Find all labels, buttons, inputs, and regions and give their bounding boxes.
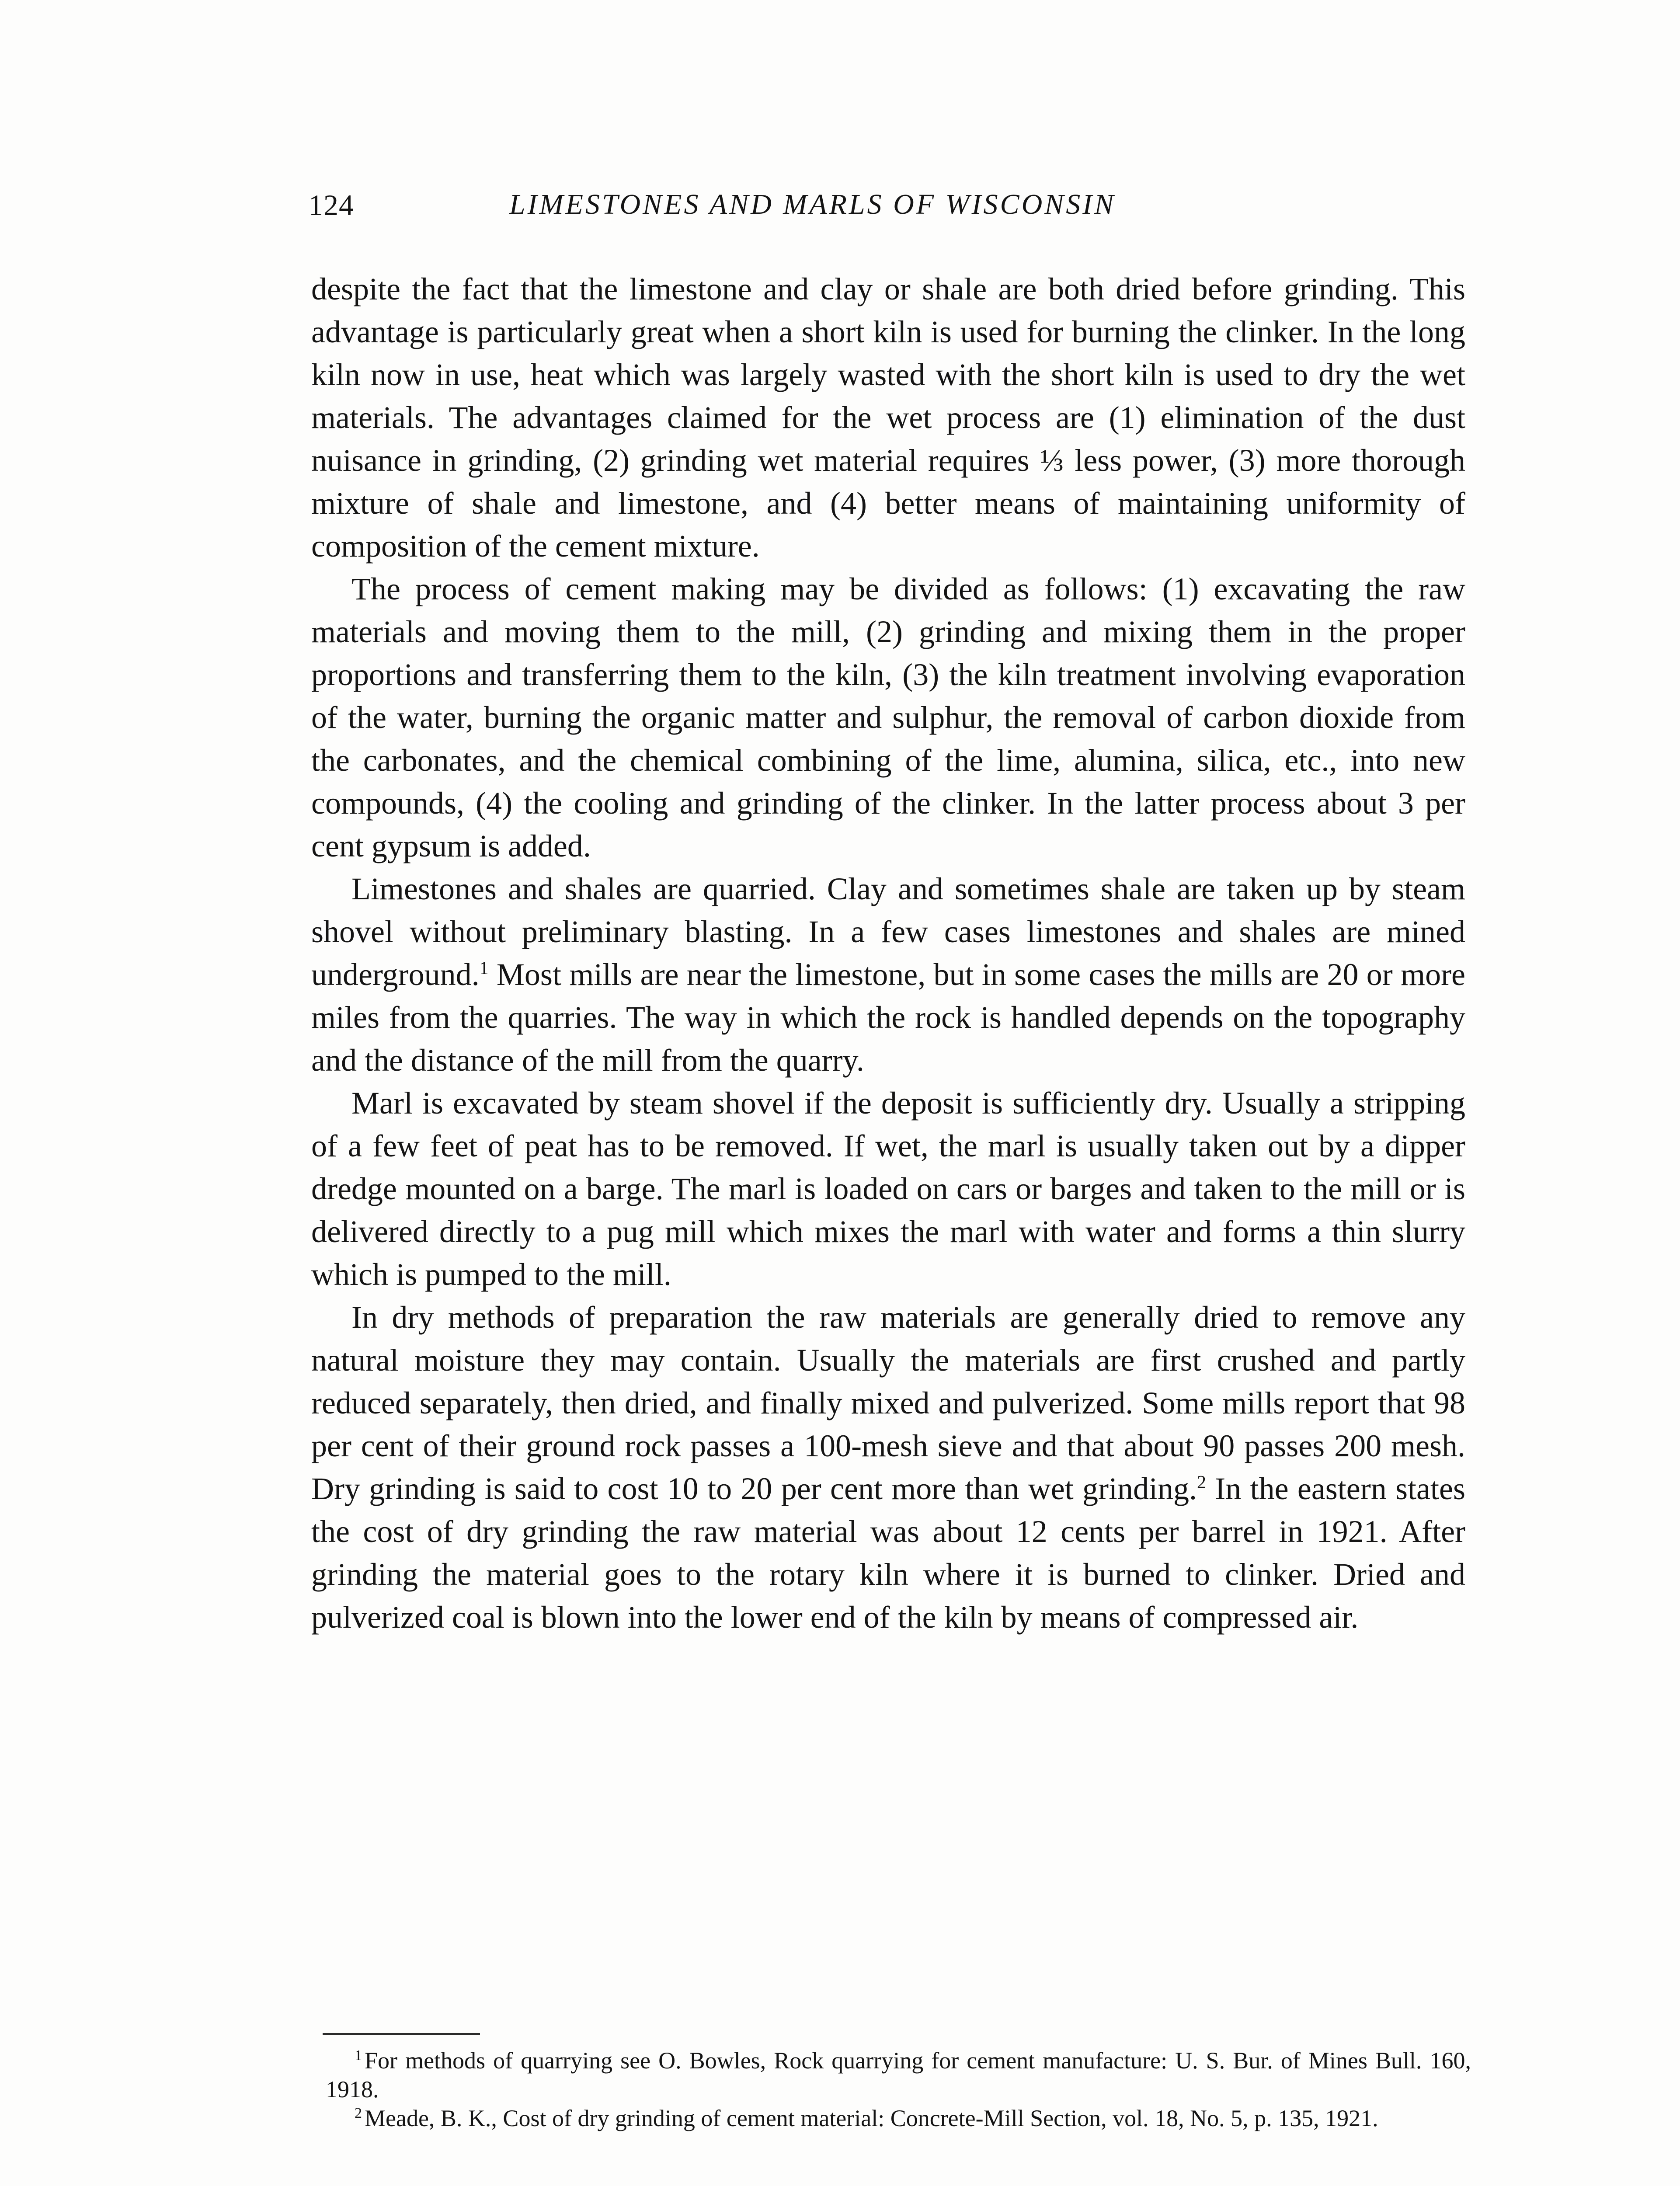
running-head: LIMESTONES AND MARLS OF WISCONSIN xyxy=(509,188,1116,220)
paragraph-text: Most mills are near the limestone, but in some cases the mills are 20 or more miles from the quarries. The way in which the rock is handled depends on the topography and the distance of the mill from the quarry. xyxy=(311,957,1465,1078)
paragraph: The process of cement making may be divided as follows: (1) excavating the raw materials and moving them to the mill, (2) grinding and mixing them in the proper proportions and transferring them to the kiln, (3) the kiln treatment involving evaporation of the water, burning the organic matter and sulphur, the removal of carbon dioxide from the carbonates, and the chemical combining of the lime, alumina, silica, etc., into new compounds, (4) the cooling and grinding of the clinker. In the latter process about 3 per cent gypsum is added. xyxy=(311,571,1465,863)
paragraph xyxy=(311,867,1465,1082)
footnote-text: Meade, B. K., Cost of dry grinding of cement material: Concrete-Mill Section, vol. 18, No. 5, p. 135, 1921. xyxy=(365,2105,1378,2131)
paragraph: despite the fact that the limestone and clay or shale are both dried before grinding. This advantage is particularly great when a short kiln is used for burning the clinker. In the long kiln now in use, heat which was largely wasted with the short kiln is used to dry the wet materials. The advantages claimed for the wet process are (1) elimination of the dust nuisance in grinding, (2) grinding wet material requires ⅓ less power, (3) more thorough mixture of shale and limestone, and (4) better means of maintaining uniformity of composition of the cement mixture. xyxy=(311,272,1465,564)
footnote-reference: 2 xyxy=(1197,1472,1206,1493)
footnote xyxy=(326,2046,1471,2104)
paragraph xyxy=(311,1296,1465,1639)
body-text xyxy=(311,268,1465,1639)
footnote xyxy=(326,2104,1471,2133)
footnote-mark: 2 xyxy=(355,2105,362,2121)
paragraph-text: In the eastern states the cost of dry grinding the raw material was about 12 cents per barrel in 1921. After grinding the material goes to the rotary kiln where it is burned to clinker. Dried and pulverized coal is blown into the lower end of the kiln by means of compressed air. xyxy=(311,1471,1465,1635)
page-header xyxy=(308,188,1471,240)
footnote-reference: 1 xyxy=(479,958,489,978)
footnotes xyxy=(326,2046,1471,2133)
page-number: 124 xyxy=(308,188,354,222)
footnote-divider xyxy=(323,2033,480,2035)
paragraph-text: In dry methods of preparation the raw materials are generally dried to remove any natural moisture they may contain. Usually the materials are first crushed and partly reduced separately, then dried, and finally mixed and pulverized. Some mills report that 98 per cent of their ground rock passes a 100-mesh sieve and that about 90 passes 200 mesh. Dry grinding is said to cost 10 to 20 per cent more than wet grinding. xyxy=(311,1300,1465,1506)
footnote-text: For methods of quarrying see O. Bowles, Rock quarrying for cement manufacture: U. S. Bur. of Mines Bull. 160, 1918. xyxy=(326,2047,1471,2102)
paragraph-text: Limestones and shales are quarried. Clay and sometimes shale are taken up by steam shovel without preliminary blasting. In a few cases limestones and shales are mined underground. xyxy=(311,871,1465,992)
footnote-mark: 1 xyxy=(355,2047,362,2064)
paragraph: Marl is excavated by steam shovel if the deposit is sufficiently dry. Usually a stripping of a few feet of peat has to be removed. If wet, the marl is usually taken out by a dipper dredge mounted on a barge. The marl is loaded on cars or barges and taken to the mill or is delivered directly to a pug mill which mixes the marl with water and forms a thin slurry which is pumped to the mill. xyxy=(311,1086,1465,1292)
